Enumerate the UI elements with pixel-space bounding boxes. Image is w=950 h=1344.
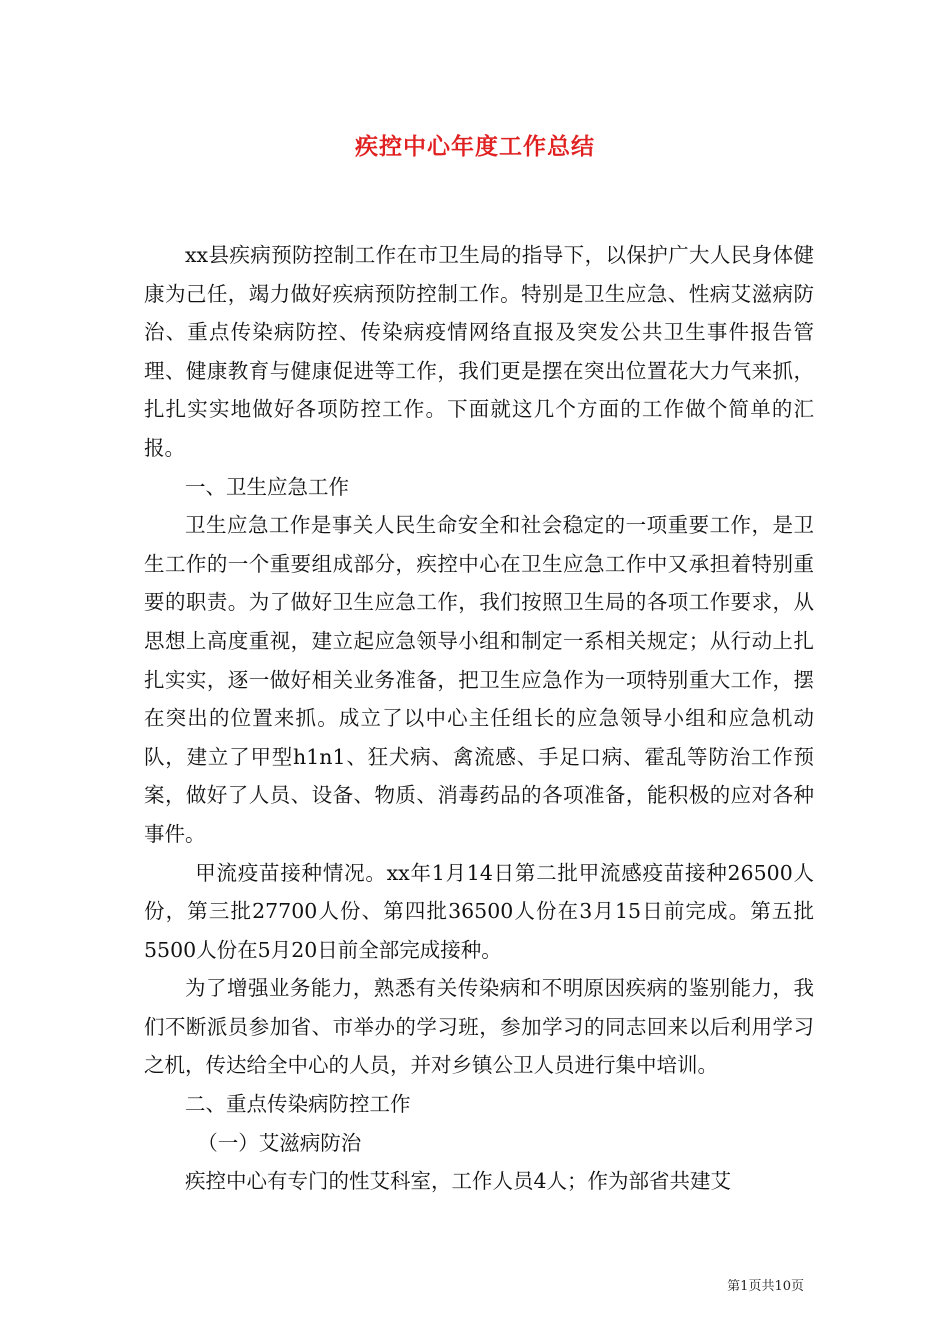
page-number: 第1页共10页 — [727, 1279, 804, 1294]
subsection-heading-aids: （一）艾滋病防治 — [197, 1130, 362, 1155]
section-heading-infectious: 二、重点传染病防控工作 — [185, 1092, 411, 1117]
paragraph-intro: xx县疾病预防控制工作在市卫生局的指导下，以保护广大人民身体健康为己任，竭力做好疾病预防控制工作。特别是卫生应急、性病艾滋病防治、重点传染病防控、传染病疫情网络直报及突发公共卫生事件报告管理、健康教育与健康促进等工作，我们更是摆在突出位置花大力气来抓，扎扎实实地做好各项防控工作。下面就这几个方面的工作做个简单的汇报。 — [144, 243, 814, 460]
paragraph-aids: 疾控中心有专门的性艾科室，工作人员4人；作为部省共建艾 — [185, 1169, 732, 1194]
paragraph-emergency: 卫生应急工作是事关人民生命安全和社会稳定的一项重要工作，是卫生工作的一个重要组成部分，疾控中心在卫生应急工作中又承担着特别重要的职责。为了做好卫生应急工作，我们按照卫生局的各项工作要求，从思想上高度重视，建立起应急领导小组和制定一系相关规定；从行动上扎扎实实，逐一做好相关业务准备，把卫生应急作为一项特别重大工作，摆在突出的位置来抓。成立了以中心主任组长的应急领导小组和应急机动队，建立了甲型h1n1、狂犬病、禽流感、手足口病、霍乱等防治工作预案，做好了人员、设备、物质、消毒药品的各项准备，能积极的应对各种事件。 — [144, 513, 814, 846]
section-heading-emergency: 一、卫生应急工作 — [185, 474, 349, 499]
document-title: 疾控中心年度工作总结 — [355, 133, 595, 160]
document-body — [144, 236, 814, 1201]
paragraph-training: 为了增强业务能力，熟悉有关传染病和不明原因疾病的鉴别能力，我们不断派员参加省、市举办的学习班，参加学习的同志回来以后利用学习之机，传达给全中心的人员，并对乡镇公卫人员进行集中培训。 — [144, 976, 814, 1078]
paragraph-vaccination: 甲流疫苗接种情况。xx年1月14日第二批甲流感疫苗接种26500人份，第三批27700人份、第四批36500人份在3月15日前完成。第五批5500人份在5月20日前全部完成接种。 — [144, 860, 814, 962]
